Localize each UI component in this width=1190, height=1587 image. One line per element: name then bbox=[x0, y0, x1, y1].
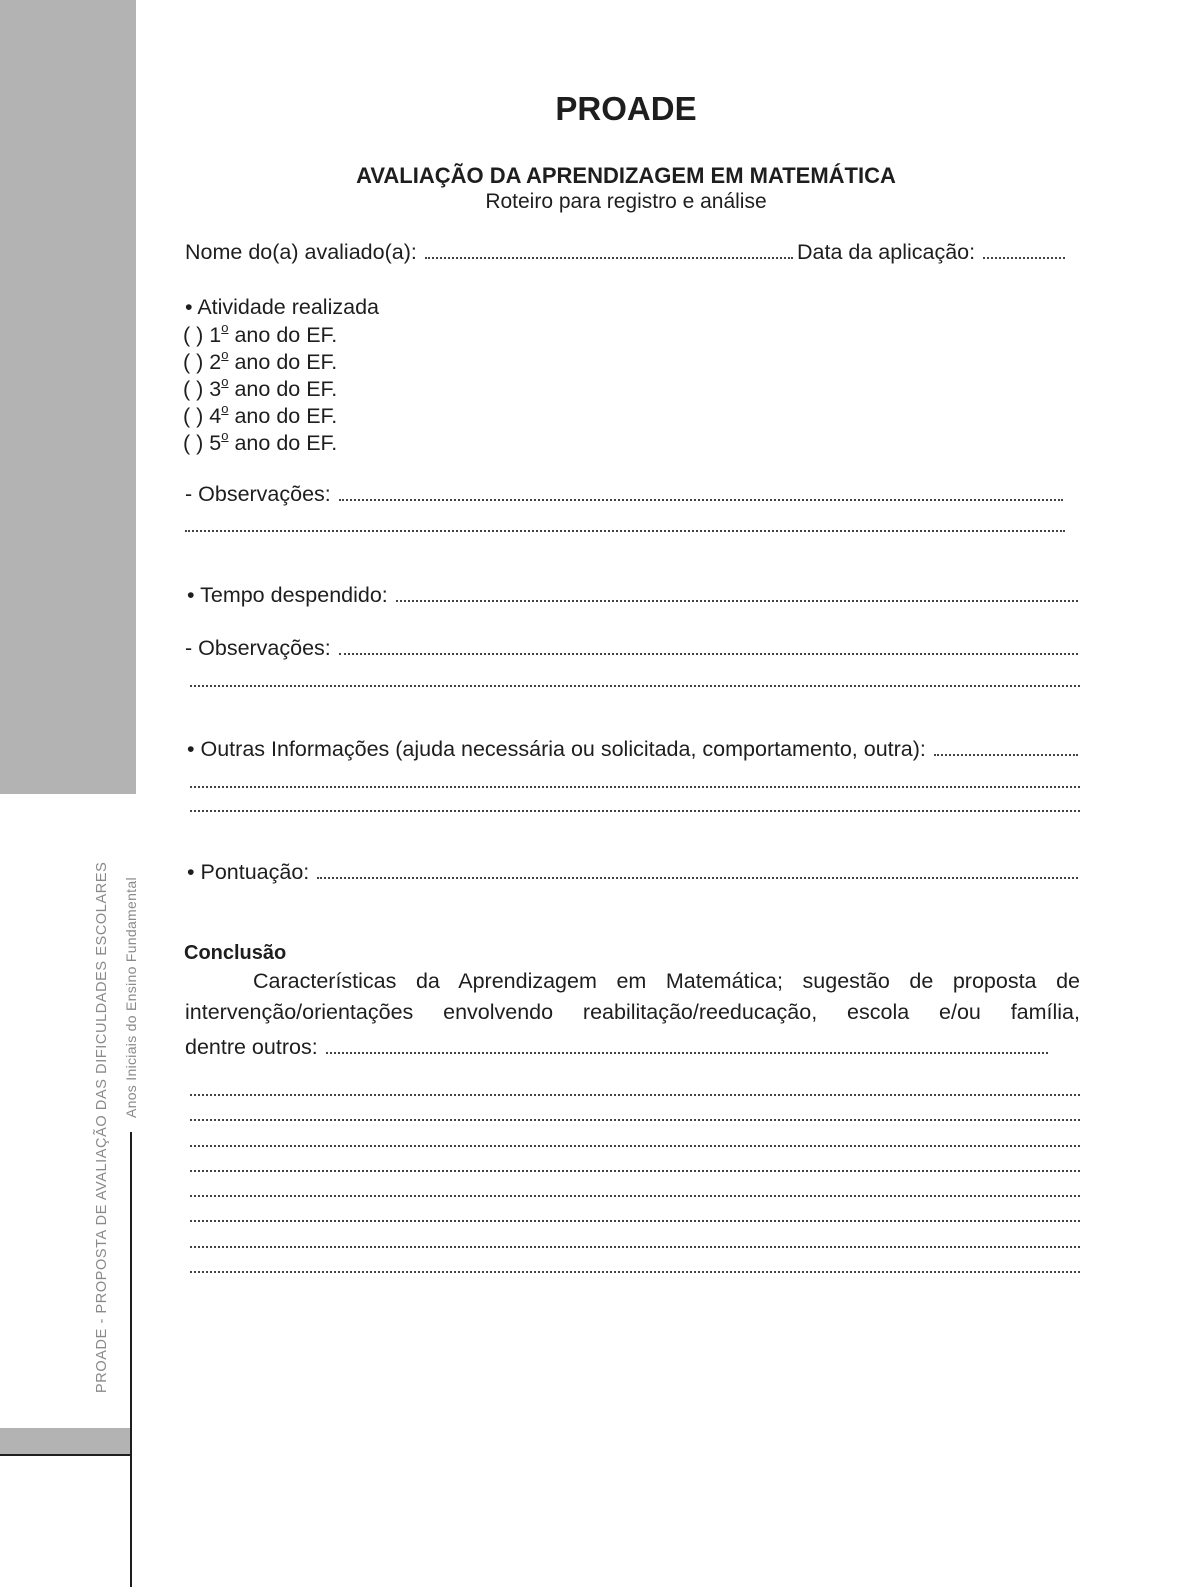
side-gray-bar-bottom bbox=[0, 1428, 131, 1454]
option-year-3[interactable]: ( ) 3$^o$ ano do EF. bbox=[183, 374, 338, 402]
fill-line[interactable] bbox=[326, 1051, 1048, 1054]
conclusion-field[interactable] bbox=[185, 1035, 1050, 1060]
option-year-5[interactable]: ( ) 5$^o$ ano do EF. bbox=[183, 428, 338, 456]
fill-line[interactable] bbox=[190, 810, 1080, 812]
option-year-2[interactable]: ( ) 2$^o$ ano do EF. bbox=[183, 347, 338, 375]
fill-line[interactable] bbox=[339, 652, 1078, 655]
fill-line[interactable] bbox=[190, 1271, 1080, 1273]
date-fill-line[interactable] bbox=[983, 256, 1065, 259]
series-subtitle: Anos Iniciais do Ensino Fundamental bbox=[123, 877, 139, 1118]
page-subtitle: AVALIAÇÃO DA APRENDIZAGEM EM MATEMÁTICA bbox=[356, 163, 896, 188]
conclusion-line-1: Características da Aprendizagem em Matemática; sugestão de proposta de bbox=[253, 969, 1080, 993]
fill-line[interactable] bbox=[190, 1170, 1080, 1172]
score-label: • Pontuação: bbox=[187, 860, 310, 884]
fill-line[interactable] bbox=[190, 1119, 1080, 1121]
conclusion-line-3: dentre outros: bbox=[185, 1035, 318, 1059]
time-spent-field[interactable] bbox=[187, 583, 1080, 608]
name-field[interactable] bbox=[185, 240, 795, 265]
activity-heading: • Atividade realizada bbox=[185, 295, 379, 319]
fill-line[interactable] bbox=[934, 753, 1078, 756]
page-title: PROADE bbox=[555, 90, 697, 127]
option-checkbox[interactable]: ( ) bbox=[183, 404, 204, 429]
fill-line[interactable] bbox=[317, 876, 1078, 879]
side-vertical-rule-mid bbox=[130, 1132, 132, 1454]
other-info-label: • Outras Informações (ajuda necessária ou solicitada, comportamento, outra): bbox=[187, 737, 926, 761]
time-observations-label: - Observações: bbox=[185, 636, 331, 660]
fill-line[interactable] bbox=[396, 599, 1078, 602]
conclusion-line-2: intervenção/orientações envolvendo reabilitação/reeducação, escola e/ou família, bbox=[185, 1000, 1080, 1024]
fill-line[interactable] bbox=[190, 1145, 1080, 1147]
option-checkbox[interactable]: ( ) bbox=[183, 431, 204, 456]
time-spent-label: • Tempo despendido: bbox=[187, 583, 388, 607]
activity-observations-label: - Observações: bbox=[185, 482, 331, 506]
date-field[interactable] bbox=[797, 240, 1067, 265]
fill-line[interactable] bbox=[185, 530, 1065, 532]
score-field[interactable] bbox=[187, 860, 1080, 885]
side-vertical-rule-lower bbox=[130, 1454, 132, 1587]
fill-line[interactable] bbox=[190, 786, 1080, 788]
date-label: Data da aplicação: bbox=[797, 240, 976, 264]
series-title: PROADE - PROPOSTA DE AVALIAÇÃO DAS DIFICULDADES ESCOLARES bbox=[94, 861, 110, 1393]
activity-observations-field[interactable] bbox=[185, 482, 1065, 507]
other-info-field[interactable] bbox=[187, 737, 1080, 762]
option-year-1[interactable]: ( ) 1$^o$ ano do EF. bbox=[183, 320, 338, 348]
fill-line[interactable] bbox=[190, 1246, 1080, 1248]
name-fill-line[interactable] bbox=[425, 256, 793, 259]
fill-line[interactable] bbox=[190, 1094, 1080, 1096]
fill-line[interactable] bbox=[190, 1195, 1080, 1197]
option-checkbox[interactable]: ( ) bbox=[183, 350, 204, 375]
fill-line[interactable] bbox=[339, 498, 1063, 501]
name-label: Nome do(a) avaliado(a): bbox=[185, 240, 417, 264]
fill-line[interactable] bbox=[190, 685, 1080, 687]
option-checkbox[interactable]: ( ) bbox=[183, 323, 204, 348]
page-subtitle-2: Roteiro para registro e análise bbox=[485, 190, 767, 213]
fill-line[interactable] bbox=[190, 1220, 1080, 1222]
side-horizontal-rule bbox=[0, 1454, 132, 1456]
time-observations-field[interactable] bbox=[185, 636, 1080, 661]
option-year-4[interactable]: ( ) 4$^o$ ano do EF. bbox=[183, 401, 338, 429]
conclusion-heading: Conclusão bbox=[184, 942, 287, 964]
option-checkbox[interactable]: ( ) bbox=[183, 377, 204, 402]
conclusion-paragraph bbox=[185, 966, 1080, 1028]
